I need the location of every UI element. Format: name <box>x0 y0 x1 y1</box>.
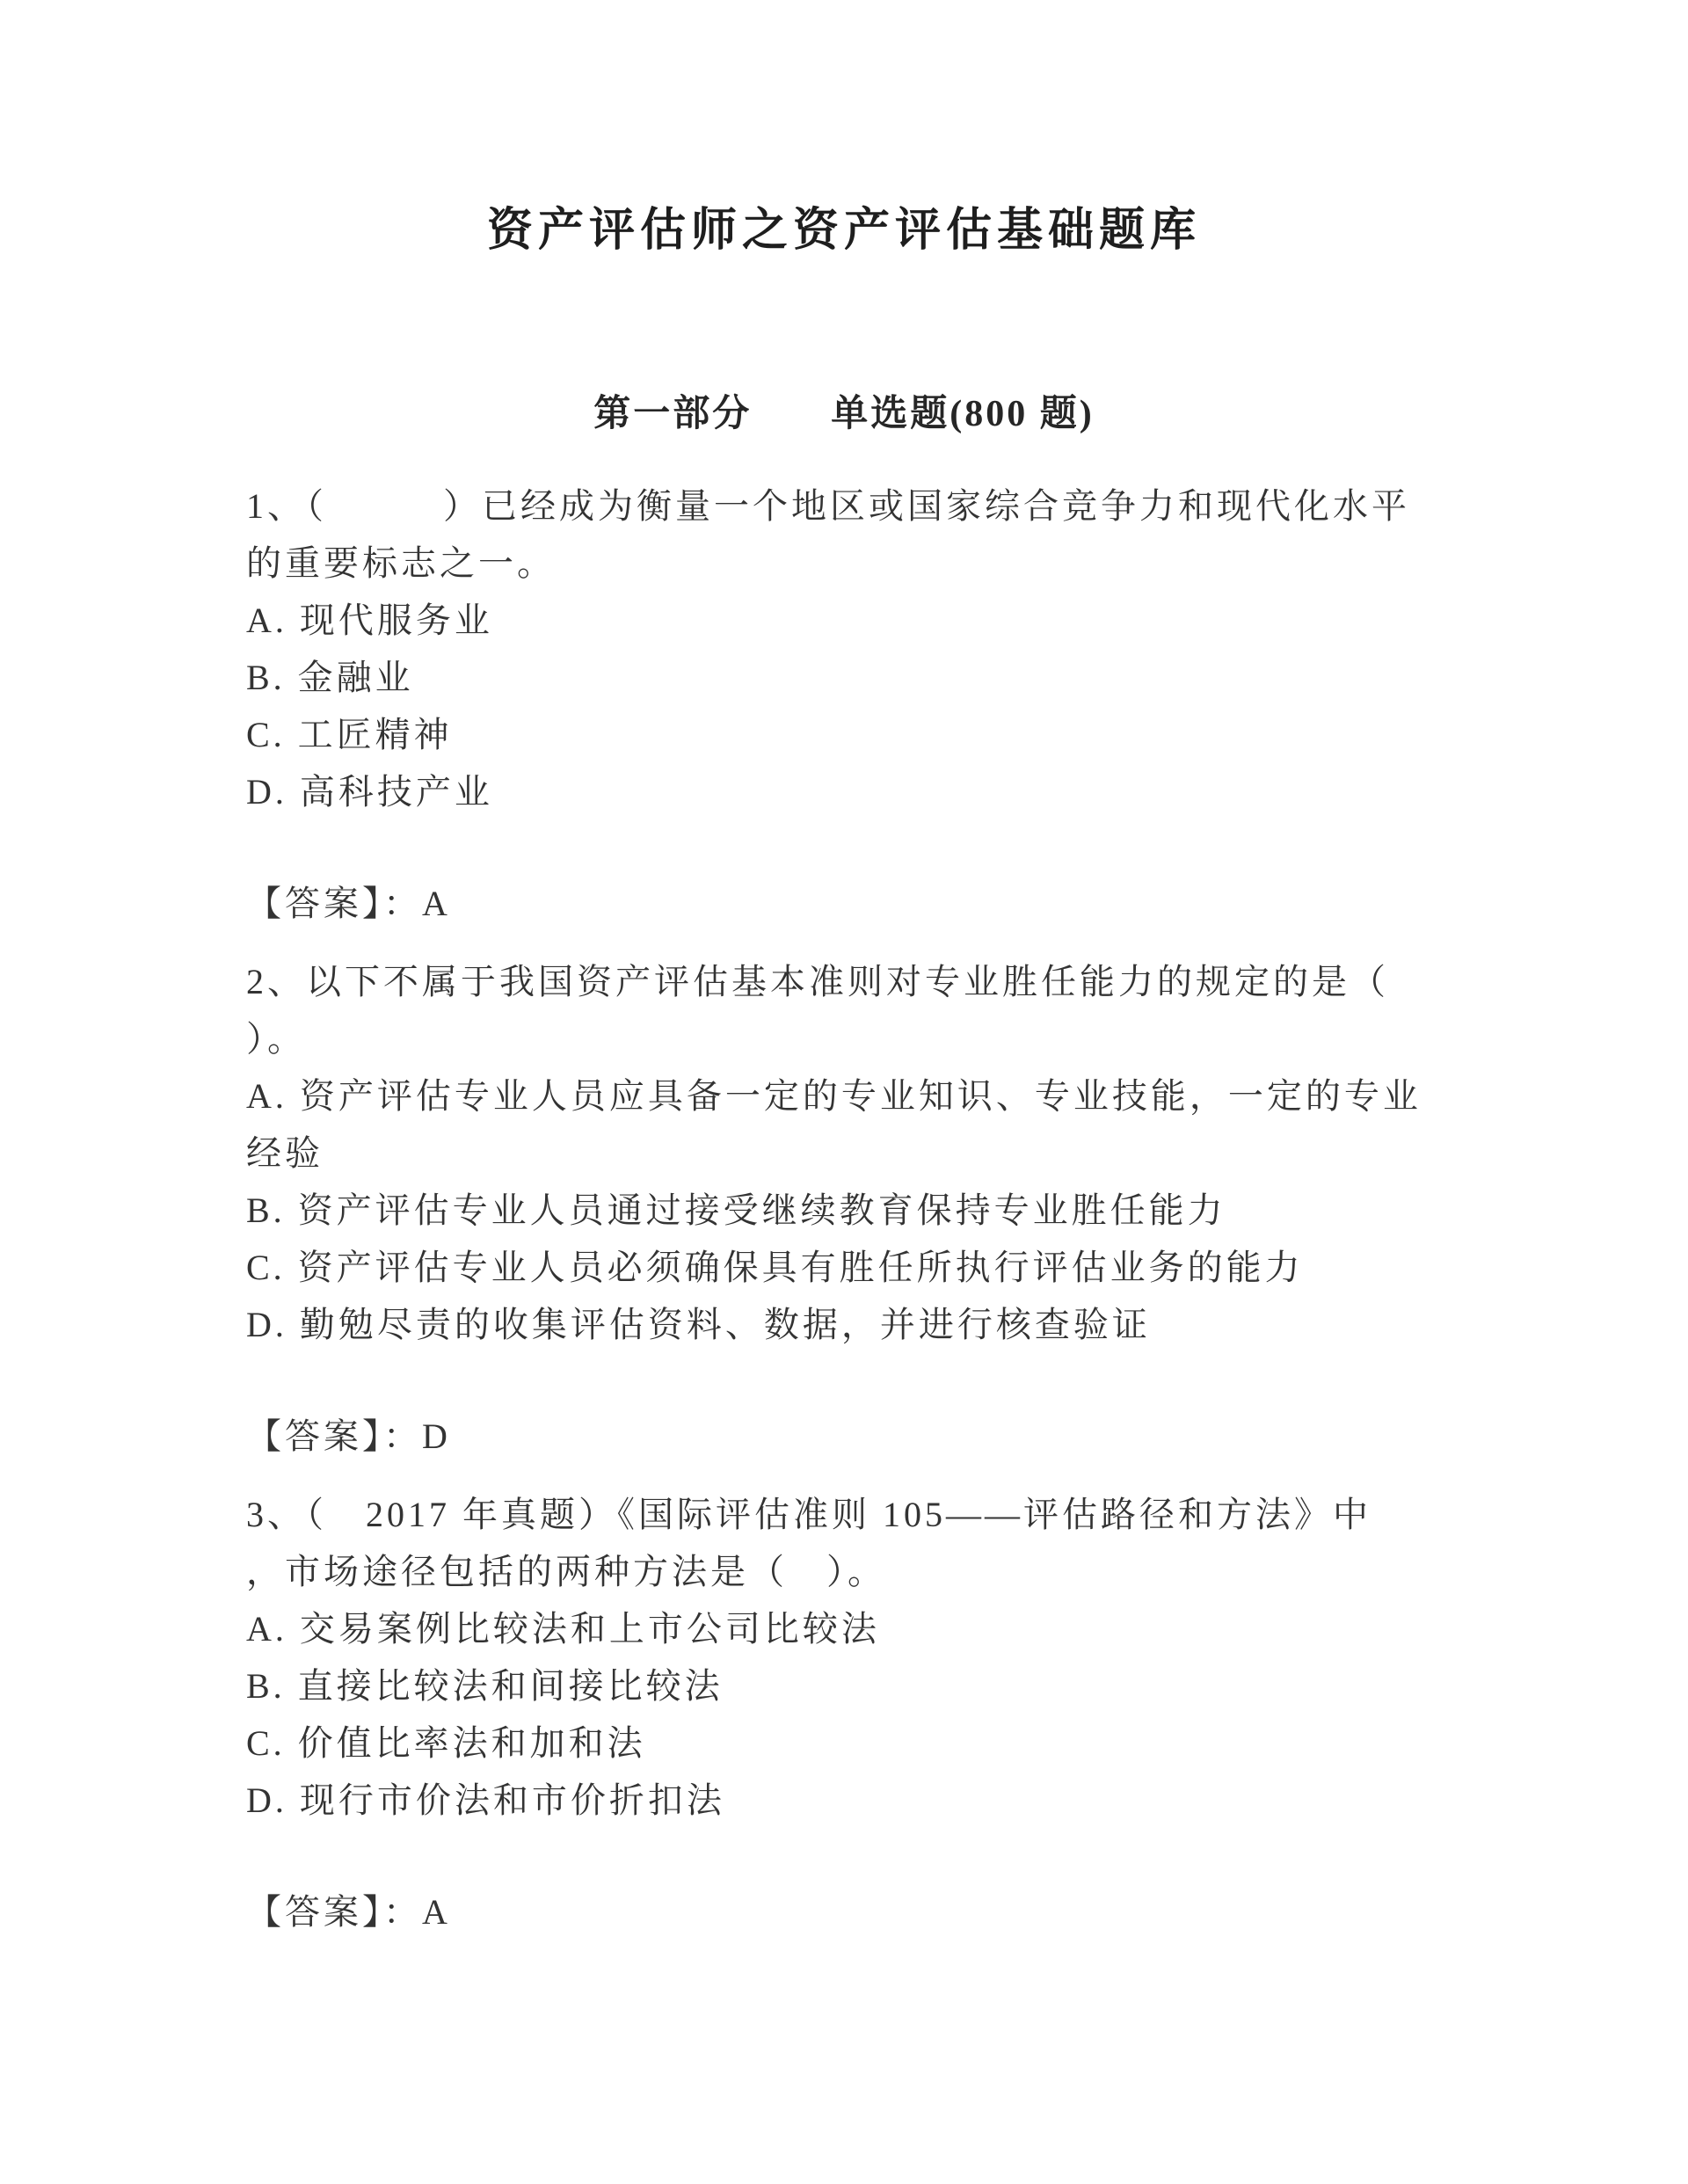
question-stem-line: 3、（ 2017 年真题）《国际评估准则 105——评估路径和方法》中 <box>246 1495 1372 1534</box>
document-title: 资产评估师之资产评估基础题库 <box>486 206 1201 256</box>
option-line-d: D. 现行市价法和市价折扣法 <box>246 1780 725 1820</box>
option-line-a: A. 资产评估专业人员应具备一定的专业知识、专业技能，一定的专业 <box>246 1076 1422 1116</box>
answer-line: 【答案】：A <box>246 884 451 923</box>
question-2 <box>246 953 1433 1465</box>
question-stem-line: 2、以下不属于我国资产评估基本准则对专业胜任能力的规定的是（ <box>246 962 1389 1001</box>
answer-line: 【答案】：A <box>246 1892 451 1932</box>
question-stem-line: 1、（ ）已经成为衡量一个地区或国家综合竞争力和现代化水平 <box>246 486 1410 526</box>
question-list <box>246 477 1433 1940</box>
option-line-c: C. 资产评估专业人员必须确保具有胜任所执行评估业务的能力 <box>246 1248 1304 1287</box>
option-line-a: A. 交易案例比较法和上市公司比较法 <box>246 1609 880 1649</box>
option-line-a-continued: 经验 <box>246 1133 324 1173</box>
option-line-a: A. 现代服务业 <box>246 601 493 640</box>
option-line-b: B. 直接比较法和间接比较法 <box>246 1666 724 1706</box>
question-stem-line: ，市场途径包括的两种方法是（ ）。 <box>246 1552 886 1591</box>
option-line-c: C. 工匠精神 <box>246 715 453 754</box>
section-heading: 第一部分 单选题(800 题) <box>593 394 1095 434</box>
option-line-b: B. 资产评估专业人员通过接受继续教育保持专业胜任能力 <box>246 1190 1226 1230</box>
question-1 <box>246 477 1433 932</box>
question-stem-line: 的重要标志之一。 <box>246 543 556 583</box>
option-line-b: B. 金融业 <box>246 658 414 697</box>
option-line-d: D. 勤勉尽责的收集评估资料、数据，并进行核查验证 <box>246 1305 1151 1344</box>
option-line-d: D. 高科技产业 <box>246 772 493 812</box>
answer-line: 【答案】：D <box>246 1416 451 1456</box>
question-stem-line: ）。 <box>246 1019 306 1059</box>
option-line-c: C. 价值比率法和加和法 <box>246 1723 646 1763</box>
question-3 <box>246 1486 1433 1940</box>
